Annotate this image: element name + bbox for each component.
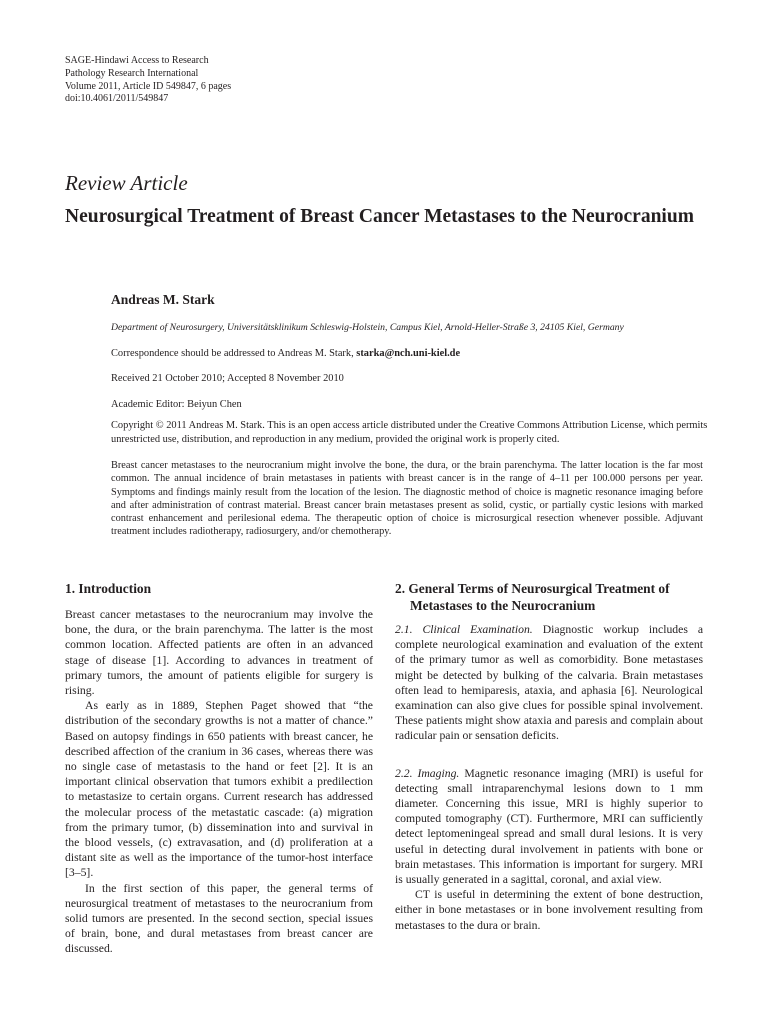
correspondence-text: Correspondence should be addressed to Andreas M. Stark, xyxy=(111,348,354,359)
right-column xyxy=(395,580,703,933)
clinical-examination-text: Diagnostic workup includes a complete neurological examination and evaluation of the extent of the primary tumor as well as comorbidity. Bone metastases might be detected by bulking of the calvaria. Brain metastases often lead to hemiparesis, ataxia, and aphasia [6]. Neurological examination can also give clues for possible spinal involvement. These patients might show ataxia and paresis and complain about radicular pain or sensation deficits. xyxy=(395,623,704,743)
imaging-paragraph xyxy=(395,766,703,888)
journal-info xyxy=(65,55,231,106)
paragraph-gap xyxy=(395,744,703,766)
imaging-text: Magnetic resonance imaging (MRI) is useful for detecting small intraparenchymal lesions down to 1 mm diameter. Concerning this issue, MRI is highly superior to computed tomography (CT). Furthermore, MRI can sufficiently detect leptomeningeal spread and small dural lesions. It is very useful in detecting dural involvement in patients with bone or brain metastases. This information is important for surgery. MRI is usually generated in a sagittal, coronal, and axial view. xyxy=(395,766,703,887)
clinical-examination-paragraph xyxy=(395,622,703,744)
section-heading-general-terms: 2. General Terms of Neurosurgical Treatment of Metastases to the Neurocranium xyxy=(395,581,670,613)
ct-paragraph: CT is useful in determining the extent of bone destruction, either in bone metastases or in bone involvement resulting from metastases to the dura or brain. xyxy=(395,888,703,932)
intro-paragraph-1: Breast cancer metastases to the neurocranium may involve the bone, the dura, or the brain parenchyma. The latter is the most common location. Affected patients are often in an advanced stage of disease [1]. According to advances in treatment of primary tumors, the amount of patients eligible for surgery is rising. xyxy=(65,608,373,698)
intro-paragraph-3: In the first section of this paper, the general terms of neurosurgical treatment of metastases to the neurocranium from solid tumors are presented. In the second section, special issues of brain, bone, and dural metastases from breast cancer are discussed. xyxy=(65,881,373,956)
subsection-title-imaging: 2.2. Imaging. xyxy=(395,766,460,780)
received-dates: Received 21 October 2010; Accepted 8 November 2010 xyxy=(111,373,344,384)
correspondence xyxy=(111,348,711,359)
article-type: Review Article xyxy=(65,171,188,195)
abstract: Breast cancer metastases to the neurocranium might involve the bone, the dura, or the brain parenchyma. The latter location is the far most common. The annual incidence of brain metastases in patients with breast cancer is in the range of 4–11 per 100.000 persons per year. Symptoms and findings mainly result from the location of the lesion. The diagnostic method of choice is magnetic resonance imaging before and after administration of contrast material. Breast cancer brain metastases present as solid, cystic, or partially cystic lesions with marked contrast enhancement and perilesional edema. The therapeutic option of choice is microsurgical resection whenever possible. Adjuvant treatment includes radiotherapy, radiosurgery, and/or chemotherapy. xyxy=(111,460,703,538)
left-column xyxy=(65,580,373,957)
academic-editor: Academic Editor: Beiyun Chen xyxy=(111,399,242,410)
subsection-title-clinical-examination: 2.1. Clinical Examination. xyxy=(395,623,533,636)
section-heading-introduction: 1. Introduction xyxy=(65,581,152,596)
journal-publisher: SAGE-Hindawi Access to Research xyxy=(65,55,209,66)
journal-name: Pathology Research International xyxy=(65,67,199,79)
journal-volume: Volume 2011, Article ID 549847, 6 pages xyxy=(65,80,232,92)
author-affiliation: Department of Neurosurgery, Universitätsklinikum Schleswig-Holstein, Campus Kiel, Arnold-Heller-Straße 3, 24105 Kiel, Germany xyxy=(111,322,624,333)
intro-paragraph-2: As early as in 1889, Stephen Paget showed that “the distribution of the secondary growths is not a matter of chance.” Based on autopsy findings in 650 patients with breast cancer, he described affection of the cranium in 36 cases, whereas there was no single case of metastasis to the hand or feet [2]. It is an important clinical observation that tumors exhibit a predilection to metastasize to certain organs. Current research has addressed the molecular process of the metastatic cascade: (a) migration from the primary tumor, (b) dissemination into and survival in the blood vessels, (c) extravasation, and (d) proliferation at a distant site as well as the importance of the tumor-host interface [3–5]. xyxy=(65,699,373,880)
author-name: Andreas M. Stark xyxy=(111,292,215,307)
copyright-notice: Copyright © 2011 Andreas M. Stark. This is an open access article distributed under the Creative Commons Attribution License, which permits unrestricted use, distribution, and reproduction in any medium, provided the original work is properly cited. xyxy=(111,420,708,445)
journal-doi: doi:10.4061/2011/549847 xyxy=(65,93,169,105)
paper-title: Neurosurgical Treatment of Breast Cancer Metastases to the Neurocranium xyxy=(65,206,694,227)
correspondence-email[interactable]: starka@nch.uni-kiel.de xyxy=(356,348,461,359)
